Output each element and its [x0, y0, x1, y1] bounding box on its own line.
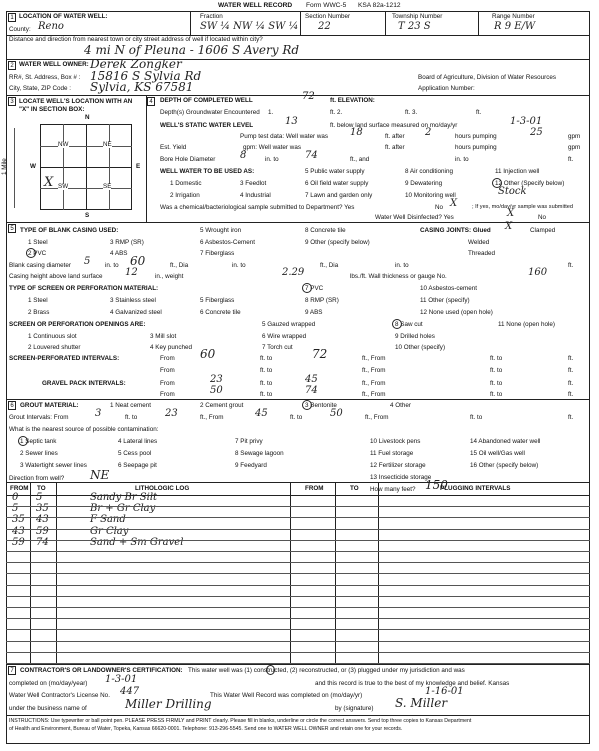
- depth-label: DEPTH OF COMPLETED WELL: [160, 97, 253, 104]
- log-from-value: 0: [12, 492, 19, 503]
- casing-label: TYPE OF BLANK CASING USED:: [20, 227, 119, 234]
- chem-label: Was a chemical/bacteriological sample submitted to Department? Yes: [160, 204, 355, 211]
- contam-item: 15 Oil well/Gas well: [470, 450, 525, 457]
- county-value: Reno: [38, 21, 64, 32]
- blank-dia-value: 5: [84, 256, 91, 267]
- log-row-line: [6, 618, 590, 619]
- screen-item: 5 Fiberglass: [200, 297, 235, 304]
- est-yield-label: Est. Yield: [160, 144, 187, 151]
- contam-item: 10 Livestock pens: [370, 438, 421, 445]
- license-label: Water Well Contractor's License No.: [9, 692, 110, 699]
- divider: [190, 11, 191, 35]
- log-row-line: [6, 585, 590, 586]
- bore-ft2: ft.: [568, 156, 574, 163]
- log-to-value: 59: [36, 525, 49, 537]
- contam-item: 16 Other (specify below): [470, 462, 539, 469]
- log-row-line: [6, 529, 590, 530]
- static-level-label: WELL'S STATIC WATER LEVEL: [160, 122, 254, 129]
- static-level-tail: ft. below land surface measured on mo/day/yr: [330, 122, 458, 129]
- gp-from-value: 23: [210, 374, 223, 385]
- use-item: 4 Industrial: [240, 192, 271, 199]
- divider: [6, 95, 590, 96]
- screen-item: 3 Stainless steel: [110, 297, 156, 304]
- use-item: 10 Monitoring well: [405, 192, 456, 199]
- sp-to2-2: ft. to: [490, 367, 503, 374]
- pump-hours: hours pumping: [455, 133, 497, 140]
- gp-from-value-2: 50: [210, 385, 223, 396]
- casing-item: 4 ABS: [110, 250, 128, 257]
- screen-item: 12 None used (open hole): [420, 309, 493, 316]
- groundwater-label: Depth(s) Groundwater Encountered: [160, 109, 260, 116]
- divider: [6, 664, 590, 665]
- height-in: in., weight: [155, 273, 184, 280]
- threaded-label: Threaded: [468, 250, 495, 257]
- log-from-header: FROM: [10, 485, 29, 492]
- weight-value: 2.29: [282, 267, 305, 278]
- opening-item: 6 Wire wrapped: [262, 333, 307, 340]
- divider: [6, 715, 590, 716]
- screen-item: 1 Steel: [28, 297, 48, 304]
- pump-after: ft. after: [385, 133, 405, 140]
- static-level-value: 13: [285, 116, 298, 127]
- contam-item: 6 Seepage pit: [118, 462, 157, 469]
- opening-item: 9 Drilled holes: [395, 333, 435, 340]
- sp-from-label-2: From: [160, 367, 175, 374]
- form-title: WATER WELL RECORD: [218, 2, 293, 9]
- log-to-value: 35: [36, 503, 49, 515]
- contam-item: 2 Sewer lines: [20, 450, 58, 457]
- business-value: Miller Drilling: [125, 697, 212, 711]
- log-to-value: 5: [36, 492, 43, 503]
- license-value: 447: [120, 686, 140, 697]
- screen-circle: [302, 283, 312, 293]
- use-item: 9 Dewatering: [405, 180, 443, 187]
- gp-from-label-2: From: [160, 391, 175, 398]
- gp-ft-from: ft., From: [362, 380, 386, 387]
- log-row-line: [6, 607, 590, 608]
- log-row-line: [6, 652, 590, 653]
- use-item: 5 Public water supply: [305, 168, 365, 175]
- screen-item: 2 Brass: [28, 309, 50, 316]
- form-frame: [6, 11, 590, 744]
- divider: [366, 482, 590, 483]
- sp-to-label-2: ft. to: [260, 367, 273, 374]
- completed-value: 1-3-01: [105, 674, 138, 685]
- height-value: 12: [125, 267, 138, 278]
- casing-item: 3 RMP (SR): [110, 239, 144, 246]
- opening-item: 8 Saw cut: [395, 321, 423, 328]
- bore-and: ft., and: [350, 156, 370, 163]
- screen-item: 9 ABS: [305, 309, 323, 316]
- direction-value: NE: [90, 468, 110, 482]
- log-from-value: 43: [12, 525, 25, 537]
- gp-to2: ft. to: [490, 380, 503, 387]
- pump-ft-value: 18: [350, 127, 363, 138]
- city-label: City, State, ZIP Code :: [9, 85, 72, 92]
- certification-label: CONTRACTOR'S OR LANDOWNER'S CERTIFICATION:: [20, 667, 183, 674]
- divider: [385, 11, 386, 35]
- casing-item: 8 Concrete tile: [305, 227, 346, 234]
- use-item: 1 Domestic: [170, 180, 202, 187]
- form-number: Form WWC-5: [306, 2, 347, 9]
- completed-tail: and this record is true to the best of my knowledge and belief. Kansas: [315, 680, 510, 687]
- use-label: WELL WATER TO BE USED AS:: [160, 168, 255, 175]
- contam-item: 14 Abandoned water well: [470, 438, 541, 445]
- opening-item: 11 None (open hole): [498, 321, 555, 328]
- casing-item: 2 PVC: [28, 250, 47, 257]
- log-row-line: [6, 551, 590, 552]
- gp-ft-from-2: ft., From: [362, 391, 386, 398]
- screen-item: 7 PVC: [305, 285, 324, 292]
- log-from-value: 59: [12, 536, 25, 548]
- ne-label: NE: [103, 141, 112, 148]
- gp-to-value: 45: [305, 374, 318, 385]
- log-from-value: 35: [12, 514, 25, 526]
- gi-from-value: 3: [95, 408, 102, 419]
- plug-to-header: TO: [350, 485, 359, 492]
- screen-item: 4 Galvanized steel: [110, 309, 162, 316]
- divider: [63, 124, 64, 210]
- est-after: ft. after: [385, 144, 405, 151]
- disinfect-no: No: [538, 214, 547, 221]
- ksa-number: KSA 82a-1212: [358, 2, 401, 9]
- application-label: Application Number:: [418, 85, 475, 92]
- screen-item: 6 Concrete tile: [200, 309, 241, 316]
- divider: [40, 167, 132, 168]
- divider: [6, 399, 590, 400]
- casing-item: 7 Fiberglass: [200, 250, 235, 257]
- casing-circle: [26, 248, 36, 258]
- cert-circle: [266, 665, 275, 675]
- mile-line: [14, 128, 15, 208]
- sp-ft-from-2: ft., From: [362, 367, 386, 374]
- contam-circle: [18, 436, 28, 446]
- gw-3: ft. 3.: [405, 109, 418, 116]
- owner-label: WATER WELL OWNER:: [19, 61, 89, 68]
- log-row-line: [6, 506, 590, 507]
- gp-from-label: From: [160, 380, 175, 387]
- log-description-value: Sandy Br Silt: [90, 492, 158, 503]
- range-number-value: R 9 E/W: [494, 21, 536, 32]
- fraction-label: Fraction: [200, 13, 223, 20]
- gi-from2-label: ft., From: [200, 414, 224, 421]
- divider: [146, 95, 147, 222]
- blank-dia2: ft., Dia: [170, 262, 189, 269]
- log-to-value: 74: [36, 536, 49, 548]
- section-number-label: Section Number: [305, 13, 351, 20]
- opening-item: 4 Key punched: [150, 344, 193, 351]
- grout-circle: [302, 400, 312, 410]
- openings-label: SCREEN OR PERFORATION OPENINGS ARE:: [9, 321, 146, 328]
- pump-hrs-value: 2: [425, 127, 432, 138]
- contam-item: 9 Feedyard: [235, 462, 267, 469]
- contam-item: 12 Fertilizer storage: [370, 462, 426, 469]
- sp-from-value: 60: [200, 347, 216, 361]
- direction-label: Direction from well?: [9, 475, 65, 482]
- blank-to2: in. to: [232, 262, 246, 269]
- city-value: Sylvia, KS 67581: [90, 80, 194, 94]
- log-description-value: Gr Clay: [90, 525, 129, 537]
- est-hours: hours pumping: [455, 144, 497, 151]
- plug-from-header: FROM: [305, 485, 324, 492]
- record-date-value: 1-16-01: [425, 686, 464, 697]
- depth-value: 72: [302, 91, 315, 102]
- divider: [109, 124, 110, 210]
- divider: [6, 222, 590, 223]
- use-item: 12 Other (Specify below): [495, 180, 565, 187]
- fraction-value: SW ¼ NW ¼ SW ¼: [200, 21, 299, 32]
- chem-x: X: [450, 198, 458, 209]
- location-x-mark: X: [44, 175, 54, 190]
- gi-end: ft.: [568, 414, 574, 421]
- gi-from3-label: ft., From: [365, 414, 389, 421]
- section-1-number: 1: [8, 13, 16, 22]
- gp-to-label: ft. to: [260, 380, 273, 387]
- sp-to-value: 72: [312, 347, 328, 361]
- feet-value: 150: [425, 478, 448, 492]
- blank-dia3: ft., Dia: [320, 262, 339, 269]
- township-number-value: T 23 S: [398, 21, 431, 32]
- grout-item: 3 Bentonite: [305, 402, 337, 409]
- gp-end: ft.: [568, 380, 574, 387]
- static-date-value: 1-3-01: [510, 116, 543, 127]
- divider: [40, 146, 132, 147]
- sp-end-2: ft.: [568, 367, 574, 374]
- screen-perforated-label: SCREEN-PERFORATED INTERVALS:: [9, 355, 120, 362]
- opening-item: 7 Torch cut: [262, 344, 293, 351]
- opening-item: 10 Other (specify): [395, 344, 446, 351]
- distance-label: Distance and direction from nearest town or city street address of well if located within city?: [9, 36, 263, 43]
- divider: [300, 11, 301, 35]
- gp-to2-2: ft. to: [490, 391, 503, 398]
- section-3-number: 3: [8, 97, 16, 106]
- contam-item: 13 Insecticide storage: [370, 474, 432, 481]
- section-7-number: 7: [8, 666, 16, 675]
- section-6-number: 6: [8, 401, 16, 410]
- grout-item: 2 Cement grout: [200, 402, 244, 409]
- gi-to2-value: 50: [330, 408, 343, 419]
- joints-label: CASING JOINTS: Glued: [420, 227, 491, 234]
- casing-item: 6 Asbestos-Cement: [200, 239, 255, 246]
- township-number-label: Township Number: [392, 13, 443, 20]
- gauge-value: 160: [528, 267, 548, 278]
- screen-item: 11 Other (specify): [420, 297, 470, 304]
- gp-to-label-2: ft. to: [260, 391, 273, 398]
- pump-label: Pump test data: Well water was: [240, 133, 329, 140]
- distance-value: 4 mi N of Pleuna - 1606 S Avery Rd: [84, 43, 300, 57]
- opening-circle: [392, 319, 402, 329]
- north-label: N: [85, 114, 90, 121]
- opening-item: 2 Louvered shutter: [28, 344, 81, 351]
- grout-intervals-label: Grout Intervals: From: [9, 414, 69, 421]
- divider: [478, 11, 479, 35]
- record-label: This Water Well Record was completed on (mo/day/yr): [210, 692, 363, 699]
- plugging-intervals-header: PLUGGING INTERVALS: [440, 485, 511, 492]
- casing-item: 1 Steel: [28, 239, 48, 246]
- contam-item: 1 Septic tank: [20, 438, 57, 445]
- south-label: S: [85, 212, 90, 219]
- board-label: Board of Agriculture, Division of Water Resources: [418, 74, 557, 81]
- elevation-label: ft. ELEVATION:: [330, 97, 375, 104]
- log-row-line: [6, 517, 590, 518]
- opening-item: 1 Continuous slot: [28, 333, 77, 340]
- sw-label: SW: [58, 183, 69, 190]
- log-description-value: F Sand: [90, 514, 126, 526]
- casing-item: 5 Wrought iron: [200, 227, 242, 234]
- weight-tail: lbs./ft. Wall thickness or gauge No.: [350, 273, 447, 280]
- sp-to-label: ft. to: [260, 355, 273, 362]
- blank-end: ft.: [568, 262, 574, 269]
- gi-to2-label: ft. to: [290, 414, 303, 421]
- section-4-number: 4: [147, 97, 155, 106]
- screen-item: 8 RMP (SR): [305, 297, 339, 304]
- bore-label: Bore Hole Diameter: [160, 156, 216, 163]
- sp-ft-from: ft., From: [362, 355, 386, 362]
- disinfect-label: Water Well Disinfected? Yes: [375, 214, 454, 221]
- range-number-label: Range Number: [492, 13, 535, 20]
- log-to-value: 43: [36, 514, 49, 526]
- chem-tail: ; If yes, mo/day/yr sample was submitted: [472, 204, 574, 210]
- feet-label: How many feet?: [370, 486, 416, 493]
- log-description-value: Br + Gr Clay: [90, 503, 156, 515]
- clamped-label: Clamped: [530, 227, 556, 234]
- lithologic-log-header: LITHOLOGIC LOG: [135, 485, 190, 492]
- use-item: 11 Injection well: [495, 168, 540, 175]
- sp-end: ft.: [568, 355, 574, 362]
- screen-label: TYPE OF SCREEN OR PERFORATION MATERIAL:: [9, 285, 159, 292]
- gw-end: ft.: [476, 109, 482, 116]
- log-from-value: 5: [12, 503, 19, 515]
- completed-label: completed on (mo/day/year): [9, 680, 88, 687]
- sp-from-label: From: [160, 355, 175, 362]
- grout-item: 4 Other: [390, 402, 411, 409]
- chem-no: No: [435, 204, 444, 211]
- log-row-line: [6, 573, 590, 574]
- section-2-number: 2: [8, 61, 16, 70]
- gw-1: 1.: [268, 109, 274, 116]
- grout-item: 1 Neat cement: [110, 402, 151, 409]
- use-item: 3 Feedlot: [240, 180, 267, 187]
- height-label: Casing height above land surface: [9, 273, 103, 280]
- bore-to2: in. to: [455, 156, 469, 163]
- section-5-number: 5: [8, 224, 16, 233]
- joints-x: X: [505, 221, 513, 232]
- contam-item: 5 Cess pool: [118, 450, 152, 457]
- use-item: 6 Oil field water supply: [305, 180, 369, 187]
- est-gpm: gpm: Well water was: [243, 144, 301, 151]
- est-gpm-end: gpm: [568, 144, 581, 151]
- signature-value: S. Miller: [395, 696, 448, 710]
- certification-text: This water well was (1) constructed, (2) reconstructed, or (3) plugged under my jurisdiction and was: [188, 667, 465, 674]
- se-label: SE: [103, 183, 112, 190]
- contam-item: 7 Pit privy: [235, 438, 263, 445]
- bore-value: 8: [240, 150, 247, 161]
- screen-item: 10 Asbestos-cement: [420, 285, 478, 292]
- east-label: E: [136, 163, 141, 170]
- log-row-line: [6, 596, 590, 597]
- blank-dia-label: Blank casing diameter: [9, 262, 71, 269]
- contam-item: 3 Watertight sewer lines: [20, 462, 87, 469]
- other-use-value: Stock: [498, 186, 527, 197]
- log-row-line: [6, 562, 590, 563]
- opening-item: 5 Gauzed wrapped: [262, 321, 316, 328]
- gravel-pack-label: GRAVEL PACK INTERVALS:: [42, 380, 126, 387]
- use-item: 2 Irrigation: [170, 192, 200, 199]
- nw-label: NW: [58, 141, 69, 148]
- instructions-line-1: INSTRUCTIONS: Use typewriter or ball point pen. PLEASE PRESS FIRMLY and PRINT clearly. Please fill in blanks, underline or circle the correct answers. Send top three copies to Kansas Department: [9, 718, 472, 724]
- section-number-value: 22: [318, 21, 331, 32]
- log-to-header: TO: [37, 485, 46, 492]
- log-row-line: [6, 629, 590, 630]
- bore-ft-value: 74: [305, 150, 318, 161]
- contamination-label: What is the nearest source of possible contamination:: [9, 426, 159, 433]
- gp-end-2: ft.: [568, 391, 574, 398]
- pump-gpm-value: 25: [530, 127, 543, 138]
- instructions-line-2: of Health and Environment, Bureau of Water, Topeka, Kansas 66620-0001. Telephone: 913-296-5545. Send one to WATER WELL OWNER and retain one for your records.: [9, 726, 403, 732]
- gp-to-value-2: 74: [305, 385, 318, 396]
- county-label: County:: [9, 26, 31, 33]
- sp-to2: ft. to: [490, 355, 503, 362]
- address-value: 15816 S Sylvia Rd: [90, 69, 202, 83]
- blank-to: in. to: [105, 262, 119, 269]
- log-row-line: [6, 641, 590, 642]
- disinfect-x: X: [507, 208, 515, 219]
- blank-ft-value: 60: [130, 254, 146, 268]
- divider: [6, 482, 366, 483]
- location-label: LOCATION OF WATER WELL:: [19, 13, 108, 20]
- grout-label: GROUT MATERIAL:: [20, 402, 79, 409]
- mile-label: 1 Mile: [1, 158, 8, 175]
- use-item: 8 Air conditioning: [405, 168, 453, 175]
- contam-item: 4 Lateral lines: [118, 438, 158, 445]
- locate-label: LOCATE WELL'S LOCATION WITH AN "X" IN SECTION BOX:: [19, 98, 133, 113]
- address-label: RR#, St. Address, Box # :: [9, 74, 81, 81]
- welded-label: Welded: [468, 239, 490, 246]
- signature-label: by (signature): [335, 705, 374, 712]
- use-item: 7 Lawn and garden only: [305, 192, 373, 199]
- gi-to-label: ft. to: [125, 414, 138, 421]
- gi-to3-label: ft. to: [470, 414, 483, 421]
- business-label: under the business name of: [9, 705, 87, 712]
- bore-to: in. to: [265, 156, 279, 163]
- contam-item: 8 Sewage lagoon: [235, 450, 284, 457]
- opening-item: 3 Mill slot: [150, 333, 177, 340]
- pump-gpm: gpm: [568, 133, 581, 140]
- gw-2: ft. 2.: [330, 109, 343, 116]
- casing-item: 9 Other (specify below): [305, 239, 370, 246]
- divider: [40, 188, 132, 189]
- gi-from2-value: 45: [255, 408, 268, 419]
- contam-item: 11 Fuel storage: [370, 450, 414, 457]
- gi-to-value: 23: [165, 408, 178, 419]
- owner-value: Derek Zongker: [90, 57, 182, 71]
- log-row-line: [6, 540, 590, 541]
- west-label: W: [30, 163, 36, 170]
- log-description-value: Sand + Sm Gravel: [90, 536, 184, 548]
- blank-to3: in. to: [395, 262, 409, 269]
